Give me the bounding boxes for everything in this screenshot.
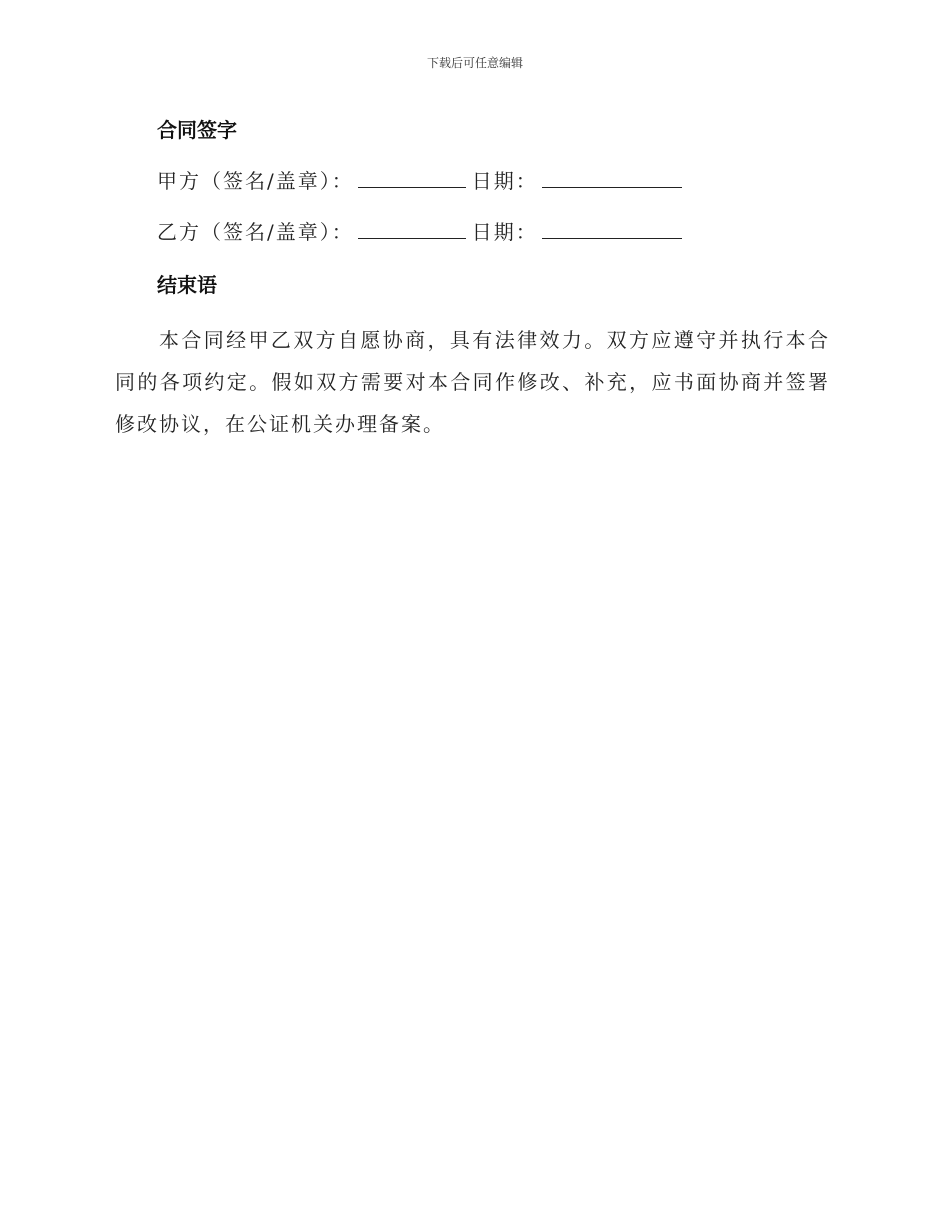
party-b-date-line (542, 220, 682, 239)
party-a-date-line (542, 169, 682, 188)
closing-paragraph: 本合同经甲乙双方自愿协商，具有法律效力。双方应遵守并执行本合同的各项约定。假如双方需要对本合同作修改、补充，应书面协商并签署修改协议，在公证机关办理备案。 (115, 328, 830, 436)
signature-section-title: 合同签字 (157, 118, 237, 142)
party-b-label: 乙方（签名/盖章）： (157, 220, 354, 244)
closing-section-title: 结束语 (157, 273, 217, 297)
party-a-signature-row (157, 165, 682, 194)
party-b-date-label: 日期： (471, 220, 538, 244)
party-a-signature-line (358, 169, 466, 188)
party-a-label: 甲方（签名/盖章）： (157, 169, 354, 193)
party-b-signature-row (157, 216, 682, 245)
party-b-signature-line (358, 220, 466, 239)
party-a-date-label: 日期： (471, 169, 538, 193)
header-note: 下载后可任意编辑 (426, 56, 523, 70)
